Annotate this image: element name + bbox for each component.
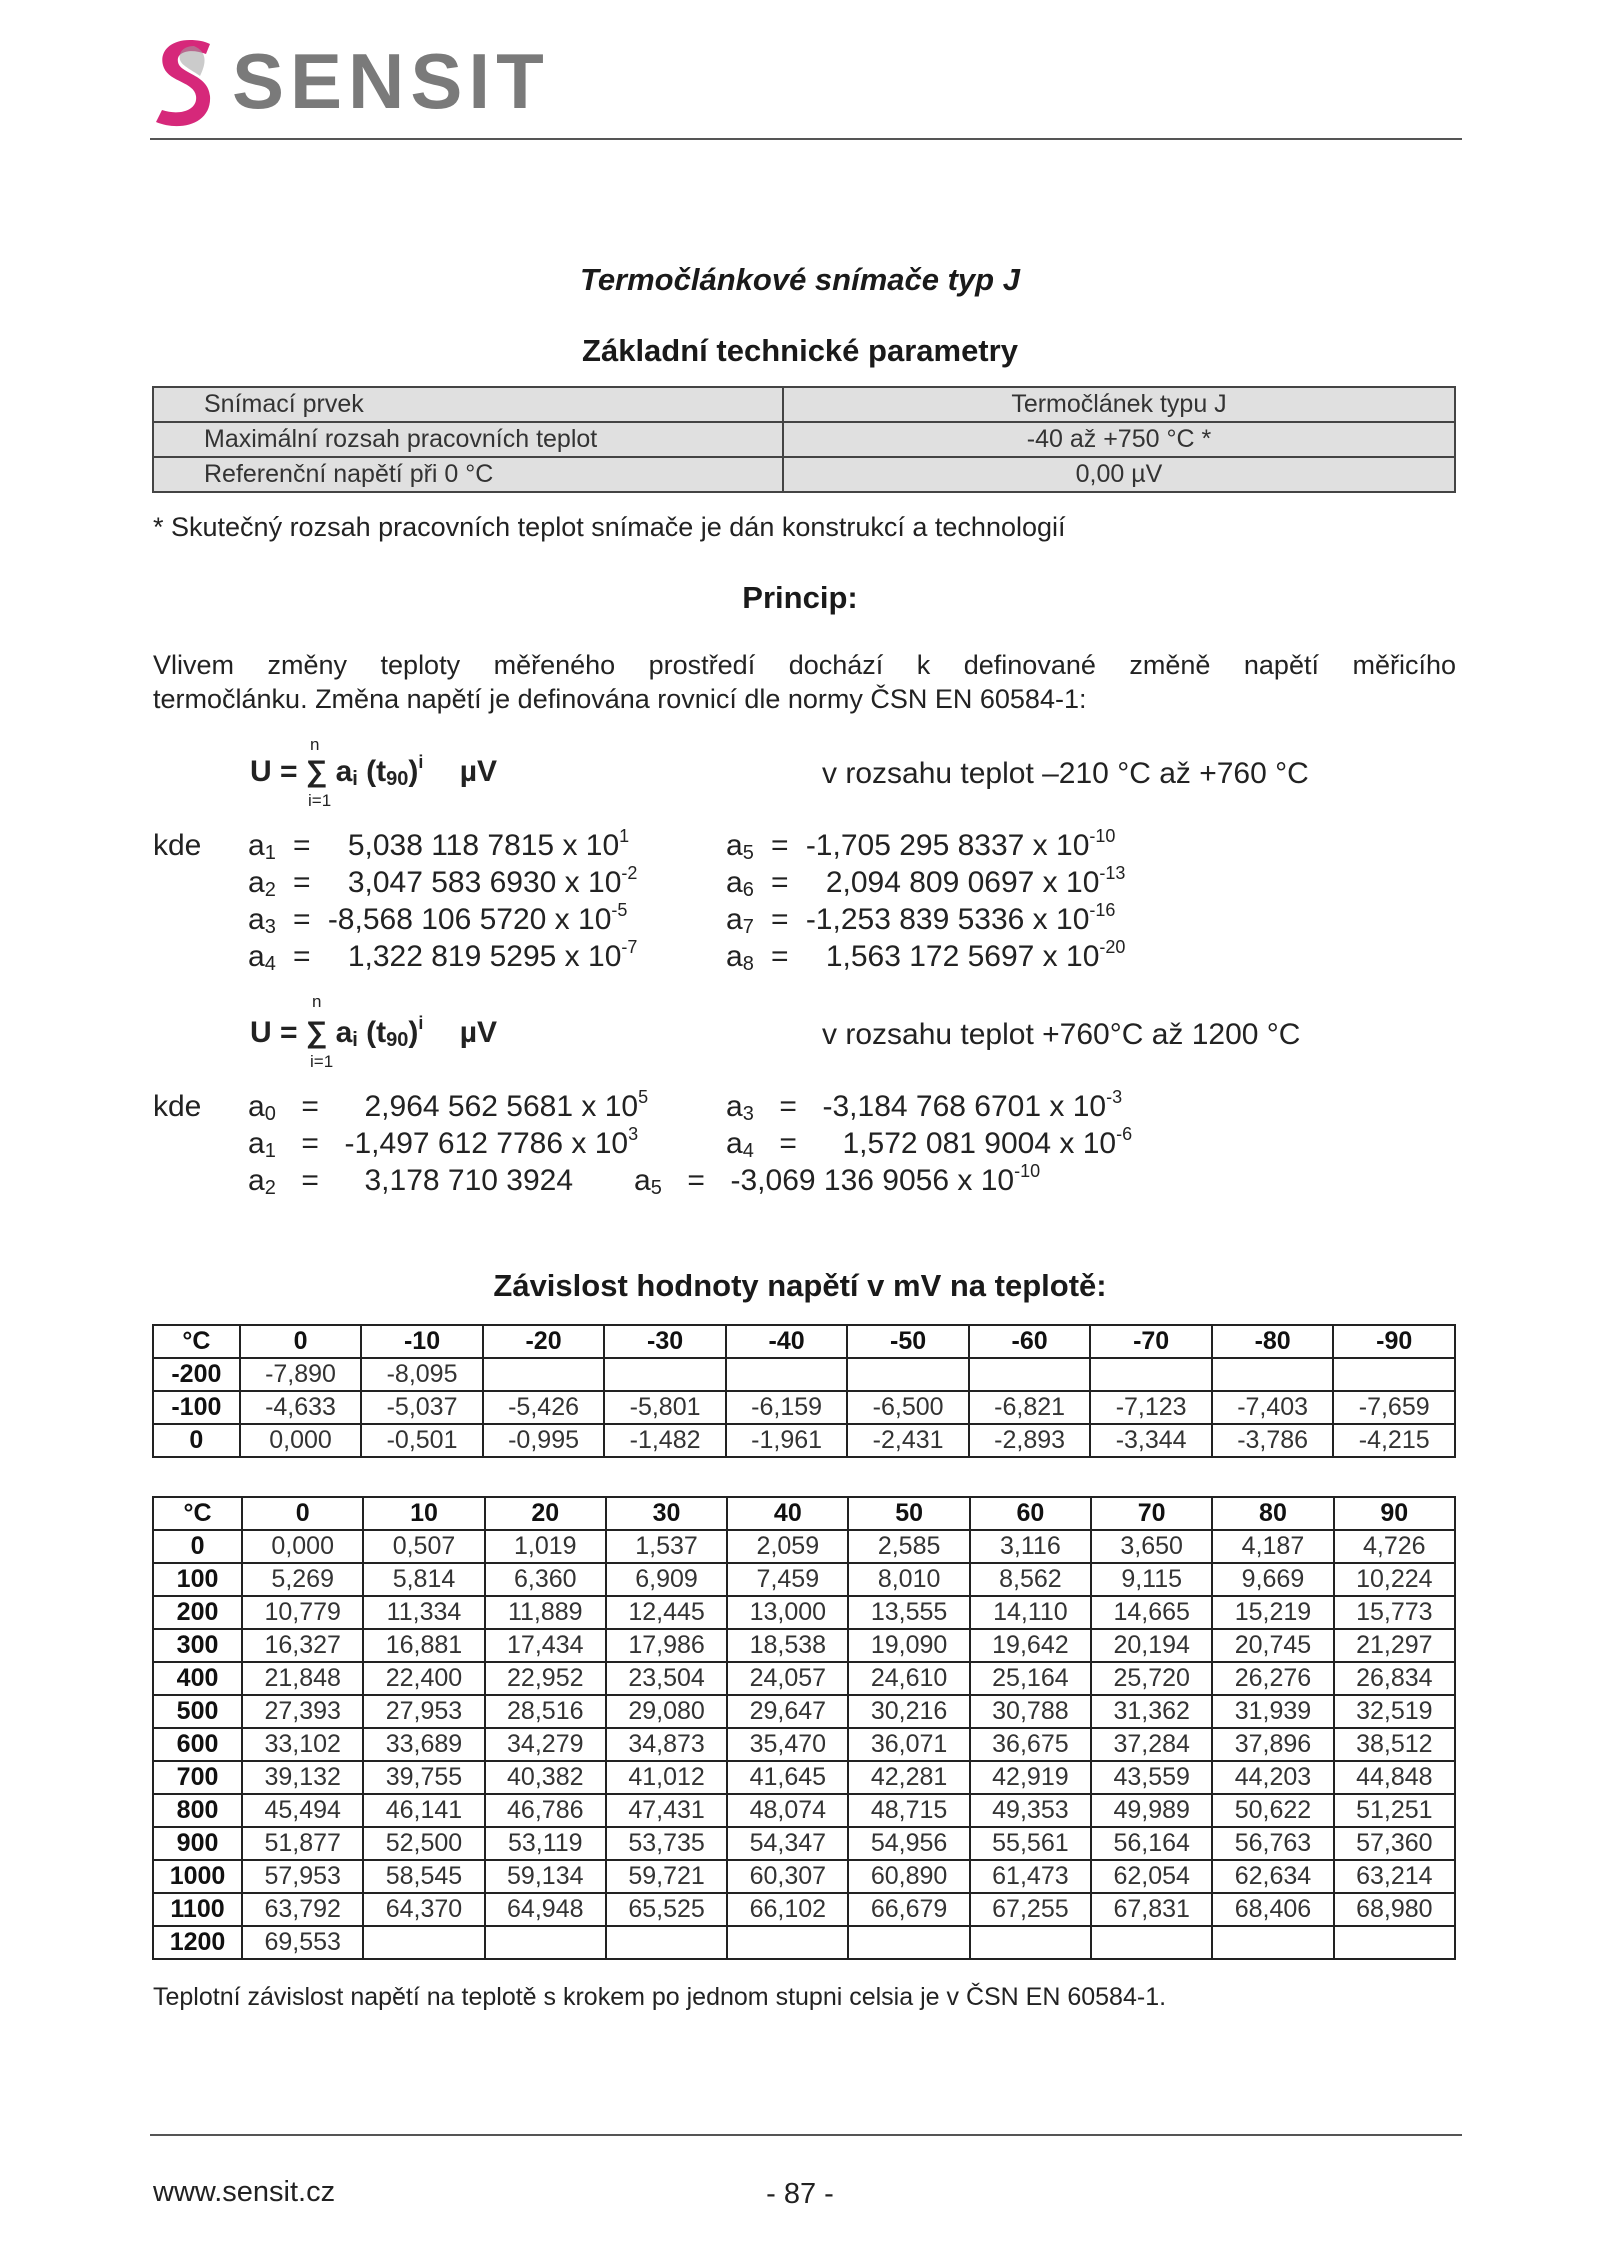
row-header: 700 [153,1761,242,1794]
table-cell: 23,504 [606,1662,727,1695]
column-header: °C [153,1497,242,1530]
coefficient-a7: $a_7 = -1,253$ 839 5336 x $10^{-16}$ [726,900,1116,938]
principle-line-2: termočlánku. Změna napětí je definována rovnicí dle normy ČSN EN 60584-1: [153,684,1087,714]
table-cell [1212,1358,1334,1391]
table-cell: 56,763 [1212,1827,1333,1860]
table-cell: 11,334 [363,1596,484,1629]
table-cell: -4,633 [240,1391,362,1424]
table-cell: 69,553 [242,1926,363,1959]
range-2: v rozsahu teplot +760°C až 1200 °C [822,1018,1301,1051]
page-number: - 87 - [766,2178,834,2210]
table-cell: 54,347 [727,1827,848,1860]
table-cell: 31,939 [1212,1695,1333,1728]
document-title: Termočlánkové snímače typ J [580,262,1020,297]
table-cell: 40,382 [485,1761,606,1794]
table-cell: 0,507 [363,1530,484,1563]
column-header: 0 [240,1325,362,1358]
table-cell: -1,482 [604,1424,726,1457]
table-cell: 18,538 [727,1629,848,1662]
table-cell: -7,403 [1212,1391,1334,1424]
coef-a5: $a_5 = -3,069$ 136 9056 x $10^{-10}$ [634,1161,1041,1199]
table-cell: 14,665 [1091,1596,1212,1629]
table-cell: 42,919 [970,1761,1091,1794]
table-cell: -0,501 [361,1424,483,1457]
param-value: 0,00 µV [783,457,1455,492]
table-row [153,1662,1455,1695]
table-cell: 24,057 [727,1662,848,1695]
table-cell: 49,353 [970,1794,1091,1827]
table-cell: 67,255 [970,1893,1091,1926]
table-cell: 8,010 [848,1563,969,1596]
table-cell [847,1358,969,1391]
table-cell: 51,877 [242,1827,363,1860]
table-cell: 13,000 [727,1596,848,1629]
table-cell: 54,956 [848,1827,969,1860]
table-cell: -5,426 [483,1391,605,1424]
principle-line-1: Vlivem změny teploty měřeného prostředí dochází k definované změně napětí měřicího [153,650,1456,680]
table-cell: 7,459 [727,1563,848,1596]
positive-temperature-table [152,1496,1456,1960]
param-value: Termočlánek typu J [783,387,1455,422]
coef-a2: $a_2 = 3,178$ 710 3924 [248,1164,574,1199]
table-cell: 1,537 [606,1530,727,1563]
table-cell: 45,494 [242,1794,363,1827]
table-cell: 36,071 [848,1728,969,1761]
table-cell: 46,141 [363,1794,484,1827]
table-cell: -8,095 [361,1358,483,1391]
table-cell: -6,159 [726,1391,848,1424]
table-cell: 16,881 [363,1629,484,1662]
table-cell: -7,123 [1090,1391,1212,1424]
table-cell: 48,715 [848,1794,969,1827]
table-cell: -7,890 [240,1358,362,1391]
table-cell: 27,393 [242,1695,363,1728]
column-header: -30 [604,1325,726,1358]
table-cell: 63,792 [242,1893,363,1926]
coefficient-a1: $a_1 = 5,038$ 118 7815 x $10^1$ [248,826,630,864]
table-cell: 53,735 [606,1827,727,1860]
table-cell: 62,054 [1091,1860,1212,1893]
table-cell: 39,755 [363,1761,484,1794]
table-cell: 8,562 [970,1563,1091,1596]
table-cell: 68,406 [1212,1893,1333,1926]
column-header: 40 [727,1497,848,1530]
table-cell [969,1358,1091,1391]
table-cell: 38,512 [1334,1728,1455,1761]
table-cell: 19,090 [848,1629,969,1662]
table-cell: -7,659 [1333,1391,1455,1424]
row-header: 500 [153,1695,242,1728]
table-cell: 4,726 [1334,1530,1455,1563]
table-cell: 20,745 [1212,1629,1333,1662]
coefficient-a2: $a_2 = 3,047$ 583 6930 x $10^{-2}$ [248,863,638,901]
table-cell: 21,848 [242,1662,363,1695]
table-cell: 39,132 [242,1761,363,1794]
table-cell: 57,953 [242,1860,363,1893]
table-cell: 63,214 [1334,1860,1455,1893]
table-row [153,1827,1455,1860]
table-cell: 33,689 [363,1728,484,1761]
params-heading: Základní technické parametry [582,333,1018,368]
table-cell [726,1358,848,1391]
table-cell [606,1926,727,1959]
table-cell: 49,989 [1091,1794,1212,1827]
column-header: -90 [1333,1325,1455,1358]
table-cell: 22,400 [363,1662,484,1695]
table-cell: 47,431 [606,1794,727,1827]
coef-a0: $a_0 = 2,964$ 562 5681 x $10^5$ [248,1087,649,1125]
table-cell: 2,059 [727,1530,848,1563]
table-cell: 41,645 [727,1761,848,1794]
row-header: 1100 [153,1893,242,1926]
table-row [153,1794,1455,1827]
row-header: 0 [153,1424,240,1457]
table-cell [483,1358,605,1391]
sum-lower-limit-1: i=1 [308,791,332,810]
table-cell: 12,445 [606,1596,727,1629]
table-cell: 48,074 [727,1794,848,1827]
table-cell: -6,500 [847,1391,969,1424]
table-cell: 62,634 [1212,1860,1333,1893]
table-cell: -1,961 [726,1424,848,1457]
coefficient-a4: $a_4 = 1,322$ 819 5295 x $10^{-7}$ [248,937,638,975]
table-row [153,1530,1455,1563]
table-cell: 32,519 [1334,1695,1455,1728]
table-cell: 0,000 [240,1424,362,1457]
range-1: v rozsahu teplot –210 °C až +760 °C [822,757,1309,790]
row-header: 300 [153,1629,242,1662]
param-label: Snímací prvek [153,387,783,422]
table-cell: -6,821 [969,1391,1091,1424]
table-cell: 17,434 [485,1629,606,1662]
table-cell: 30,216 [848,1695,969,1728]
table-cell: -3,344 [1090,1424,1212,1457]
table-cell: 27,953 [363,1695,484,1728]
table-cell: 44,203 [1212,1761,1333,1794]
table-cell: 43,559 [1091,1761,1212,1794]
negative-temperature-table [152,1324,1456,1458]
header-rule [150,138,1462,140]
sum-upper-limit-2: n [312,992,322,1011]
row-header: 800 [153,1794,242,1827]
param-label: Referenční napětí při 0 °C [153,457,783,492]
footer-rule [150,2134,1462,2136]
table-cell: 58,545 [363,1860,484,1893]
row-header: 900 [153,1827,242,1860]
row-header: 1000 [153,1860,242,1893]
column-header: °C [153,1325,240,1358]
table-header-row [153,1325,1455,1358]
table-cell: 29,647 [727,1695,848,1728]
sum-lower-limit-2: i=1 [310,1052,334,1071]
column-header: 30 [606,1497,727,1530]
row-header: 600 [153,1728,242,1761]
table-cell: 9,669 [1212,1563,1333,1596]
table-cell: 13,555 [848,1596,969,1629]
table-cell: 56,164 [1091,1827,1212,1860]
table-cell: 64,370 [363,1893,484,1926]
column-header: -50 [847,1325,969,1358]
column-header: -10 [361,1325,483,1358]
table-cell: 20,194 [1091,1629,1212,1662]
table-cell: 65,525 [606,1893,727,1926]
table-cell: 10,224 [1334,1563,1455,1596]
table-cell: 41,012 [606,1761,727,1794]
table-cell: 10,779 [242,1596,363,1629]
params-note: * Skutečný rozsah pracovních teplot snímače je dán konstrukcí a technologií [153,512,1066,542]
table-row [153,1596,1455,1629]
table-cell: -4,215 [1333,1424,1455,1457]
footer-website[interactable]: www.sensit.cz [153,2176,336,2208]
table-cell: 67,831 [1091,1893,1212,1926]
table-cell: 25,164 [970,1662,1091,1695]
table-cell: 51,251 [1334,1794,1455,1827]
table-cell: 19,642 [970,1629,1091,1662]
sum-upper-limit-1: n [310,735,320,754]
params-row [153,422,1455,457]
row-header: 400 [153,1662,242,1695]
table-cell: 61,473 [970,1860,1091,1893]
table-cell: 6,360 [485,1563,606,1596]
table-cell: 5,269 [242,1563,363,1596]
table-row [153,1358,1455,1391]
table-cell: 31,362 [1091,1695,1212,1728]
table-cell: 60,307 [727,1860,848,1893]
table-cell: 44,848 [1334,1761,1455,1794]
table-cell: 35,470 [727,1728,848,1761]
table-cell: 34,873 [606,1728,727,1761]
table-cell: 15,219 [1212,1596,1333,1629]
table-cell: -5,037 [361,1391,483,1424]
table-row [153,1563,1455,1596]
table-cell: 55,561 [970,1827,1091,1860]
coefficient-a5: $a_5 = -1,705$ 295 8337 x $10^{-10}$ [726,826,1116,864]
table-cell: 17,986 [606,1629,727,1662]
table-cell: 9,115 [1091,1563,1212,1596]
table-row [153,1761,1455,1794]
table-cell: 59,134 [485,1860,606,1893]
table-cell: -5,801 [604,1391,726,1424]
coefficient-a6: $a_6 = 2,094$ 809 0697 x $10^{-13}$ [726,863,1126,901]
table-row [153,1926,1455,1959]
table-cell: 37,896 [1212,1728,1333,1761]
table-cell [727,1926,848,1959]
coef-a3: $a_3 = -3,184$ 768 6701 x $10^{-3}$ [726,1087,1123,1125]
table-cell: 5,814 [363,1563,484,1596]
params-row [153,387,1455,422]
table-cell [1090,1358,1212,1391]
kde-label-1: kde [153,829,202,862]
table-cell: 60,890 [848,1860,969,1893]
table-cell: 46,786 [485,1794,606,1827]
column-header: 20 [485,1497,606,1530]
row-header: 200 [153,1596,242,1629]
column-header: -20 [483,1325,605,1358]
sensit-logo-icon [150,36,220,128]
column-header: -70 [1090,1325,1212,1358]
table-cell: -3,786 [1212,1424,1334,1457]
row-header: -200 [153,1358,240,1391]
coef-a4: $a_4 = 1,572$ 081 9004 x $10^{-6}$ [726,1124,1133,1162]
table-cell: 53,119 [485,1827,606,1860]
column-header: -60 [969,1325,1091,1358]
table-cell: 0,000 [242,1530,363,1563]
table-cell: 36,675 [970,1728,1091,1761]
column-header: 0 [242,1497,363,1530]
table-row [153,1424,1455,1457]
row-header: 0 [153,1530,242,1563]
column-header: 80 [1212,1497,1333,1530]
table-cell: 34,279 [485,1728,606,1761]
table-cell [1334,1926,1455,1959]
table-cell: 24,610 [848,1662,969,1695]
table-cell: 26,834 [1334,1662,1455,1695]
table-cell: -2,431 [847,1424,969,1457]
table-cell: 29,080 [606,1695,727,1728]
table-heading: Závislost hodnoty napětí v mV na teplotě: [493,1268,1107,1303]
table-cell: 66,102 [727,1893,848,1926]
table-cell: 50,622 [1212,1794,1333,1827]
table-cell: 66,679 [848,1893,969,1926]
row-header: 100 [153,1563,242,1596]
param-value: -40 až +750 °C * [783,422,1455,457]
table-cell [1212,1926,1333,1959]
table-cell: 37,284 [1091,1728,1212,1761]
table-cell: 33,102 [242,1728,363,1761]
table-row [153,1860,1455,1893]
table-cell: 30,788 [970,1695,1091,1728]
table-cell: 68,980 [1334,1893,1455,1926]
table-cell: 3,116 [970,1530,1091,1563]
table-cell: 14,110 [970,1596,1091,1629]
param-label: Maximální rozsah pracovních teplot [153,422,783,457]
column-header: -40 [726,1325,848,1358]
column-header: -80 [1212,1325,1334,1358]
column-header: 50 [848,1497,969,1530]
table-cell: 22,952 [485,1662,606,1695]
table-cell [970,1926,1091,1959]
table-cell: 6,909 [606,1563,727,1596]
table-row [153,1695,1455,1728]
row-header: -100 [153,1391,240,1424]
table-cell: 52,500 [363,1827,484,1860]
table-cell: 15,773 [1334,1596,1455,1629]
column-header: 70 [1091,1497,1212,1530]
coef-a1: $a_1 = -1,497$ 612 7786 x $10^3$ [248,1124,639,1162]
table-row [153,1629,1455,1662]
table-cell: 57,360 [1334,1827,1455,1860]
column-header: 90 [1334,1497,1455,1530]
table-cell: 11,889 [485,1596,606,1629]
table-cell: 1,019 [485,1530,606,1563]
table-row [153,1728,1455,1761]
coefficient-a8: $a_8 = 1,563$ 172 5697 x $10^{-20}$ [726,937,1126,975]
table-cell: 59,721 [606,1860,727,1893]
table-cell: 25,720 [1091,1662,1212,1695]
table-cell: 4,187 [1212,1530,1333,1563]
table-cell: 42,281 [848,1761,969,1794]
formula-1: U = ∑ $a_i$ $(t_{90})^i$ µV [250,752,498,790]
table-row [153,1391,1455,1424]
table-cell: 3,650 [1091,1530,1212,1563]
table-cell: 21,297 [1334,1629,1455,1662]
table-note: Teplotní závislost napětí na teplotě s krokem po jednom stupni celsia je v ČSN EN 60584-1. [153,1983,1167,2011]
table-cell [485,1926,606,1959]
table-cell: 26,276 [1212,1662,1333,1695]
column-header: 60 [970,1497,1091,1530]
table-cell: 16,327 [242,1629,363,1662]
table-cell: 28,516 [485,1695,606,1728]
params-row [153,457,1455,492]
coefficient-a3: $a_3 = -8,568$ 106 5720 x $10^{-5}$ [248,900,628,938]
table-row [153,1893,1455,1926]
formula-2: U = ∑ $a_i$ $(t_{90})^i$ µV [250,1013,498,1051]
table-cell: -0,995 [483,1424,605,1457]
table-cell: 2,585 [848,1530,969,1563]
params-table [152,386,1456,493]
table-cell [1091,1926,1212,1959]
principle-heading: Princip: [742,580,858,615]
table-cell [363,1926,484,1959]
table-cell: -2,893 [969,1424,1091,1457]
table-cell: 64,948 [485,1893,606,1926]
table-header-row [153,1497,1455,1530]
row-header: 1200 [153,1926,242,1959]
table-cell [1333,1358,1455,1391]
kde-label-2: kde [153,1090,202,1123]
table-cell [848,1926,969,1959]
table-cell [604,1358,726,1391]
column-header: 10 [363,1497,484,1530]
brand-name: SENSIT [232,37,550,125]
